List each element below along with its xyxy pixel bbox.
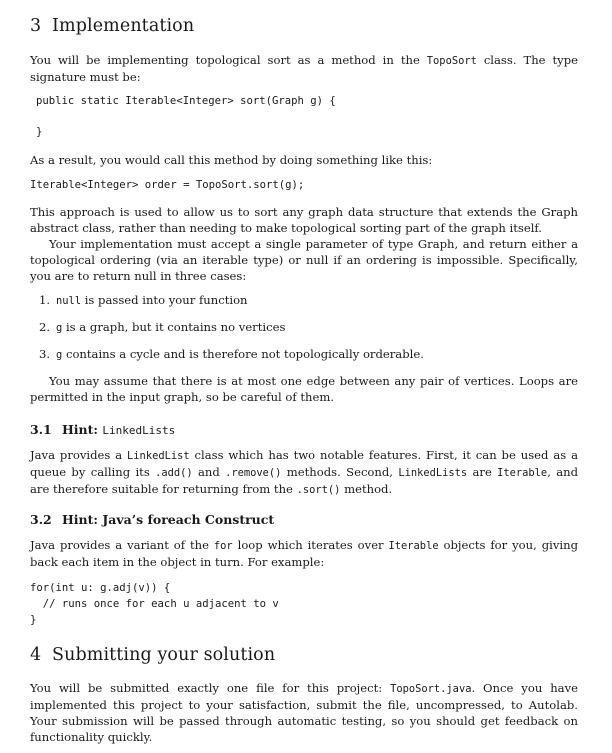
approach-paragraph <box>30 204 578 284</box>
hint-foreach-heading: 3.2 Hint: Java’s foreach Construct <box>30 512 275 527</box>
hint-linkedlists-heading: 3.1 Hint: LinkedLists <box>30 422 176 437</box>
approach-text: This approach is used to allow us to sort any graph data structure that extends the Graph abstract class, rather than needing to make topological sorting part of the graph itself. <box>30 205 578 235</box>
foreach-code-line-1: for(int u: g.adj(v)) { <box>30 582 171 594</box>
section-number: 3 <box>30 16 42 36</box>
list-item: 1. null is passed into your function <box>38 293 248 307</box>
hint-foreach-paragraph: Java provides a variant of the for loop which iterates over Iterable objects for you, giving back each item in the object in turn. For example: <box>30 538 578 569</box>
section-3-heading <box>30 16 194 36</box>
call-text: As a result, you would call this method by doing something like this: <box>30 153 433 167</box>
submission-paragraph: You will be submitted exactly one file for this project: TopoSort.java. Once you have implemented this project to your satisfaction, submit the file, uncompressed, to Autolab. Your submission will be passed through automatic testing, so you should get feedback on functionality quickly. <box>30 681 578 744</box>
section-4-heading: 4 Submitting your solution <box>30 645 276 665</box>
intro-text-1: You will be implementing topological sort as a method in the <box>30 53 427 67</box>
section-title: Implementation <box>52 16 195 36</box>
hint-linkedlists-paragraph: Java provides a LinkedList class which has two notable features. First, it can be used as a queue by calling its .add() and .remove() methods. Second, LinkedLists are Iterable, and are therefore suitable for returning from the .sort() method. <box>30 448 579 496</box>
list-item: 2. g is a graph, but it contains no vertices <box>38 320 286 334</box>
call-code: Iterable<Integer> order = TopoSort.sort(g); <box>30 179 305 191</box>
list-item: 3. g contains a cycle and is therefore not topologically orderable. <box>38 347 424 361</box>
class-name-code: TopoSort <box>426 55 477 67</box>
signature-line-1: public static Iterable<Integer> sort(Graph g) { <box>36 95 336 107</box>
assume-paragraph <box>30 373 578 405</box>
implementation-text: Your implementation must accept a single parameter of type Graph, and return either a topological ordering (via an iterable type) or null if an ordering is impossible. Specifically, you are to return null in three cases: <box>30 237 578 283</box>
intro-paragraph <box>30 52 578 85</box>
call-paragraph <box>30 152 578 168</box>
foreach-code-line-3: } <box>30 614 37 626</box>
signature-line-2: } <box>36 126 43 138</box>
intro-text-2: class. The type signature must be: <box>30 53 579 84</box>
foreach-code-line-2: // runs once for each u adjacent to v <box>30 598 279 610</box>
assume-text: You may assume that there is at most one edge between any pair of vertices. Loops are permitted in the input graph, so be careful of them. <box>30 374 578 404</box>
